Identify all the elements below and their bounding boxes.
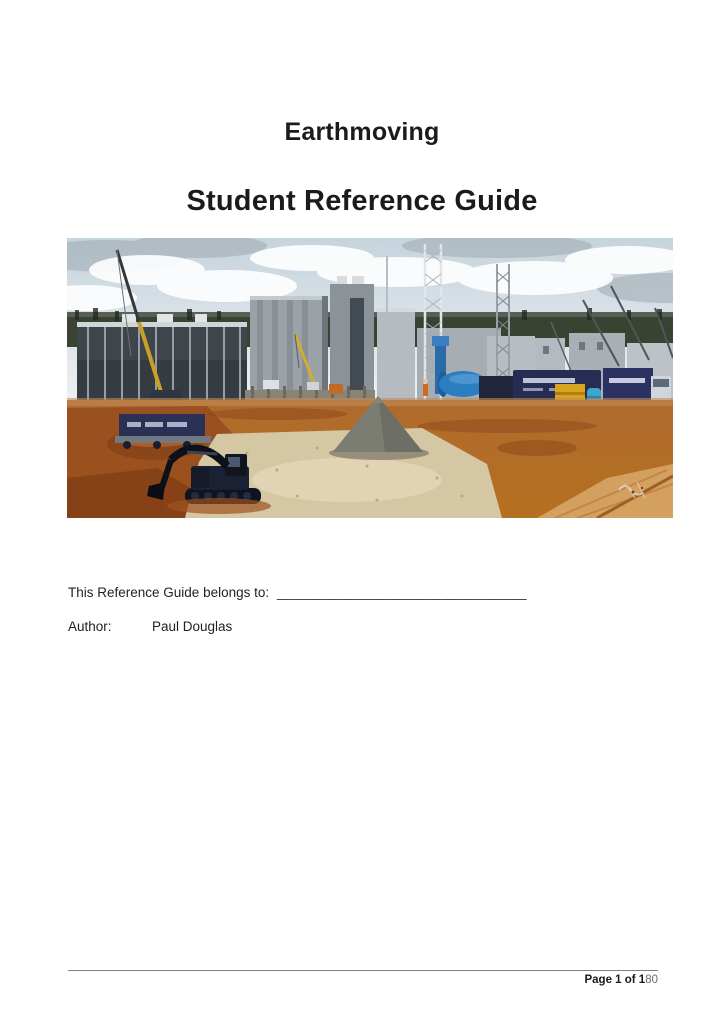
- page-number: [584, 974, 658, 986]
- construction-site-illustration: [67, 238, 673, 518]
- belongs-to-label: This Reference Guide belongs to:: [68, 585, 270, 600]
- page-number-bold: Page 1 of 1: [584, 974, 646, 986]
- footer-divider: [68, 970, 658, 971]
- belongs-to-blank-line: ________________________________: [277, 585, 527, 600]
- page-number-rest: 80: [645, 974, 658, 986]
- page-title: Earthmoving: [284, 118, 440, 146]
- page-subtitle: Student Reference Guide: [186, 185, 538, 217]
- author-label: Author:: [68, 619, 112, 634]
- cover-photo: [67, 238, 673, 518]
- author-name: Paul Douglas: [152, 619, 233, 634]
